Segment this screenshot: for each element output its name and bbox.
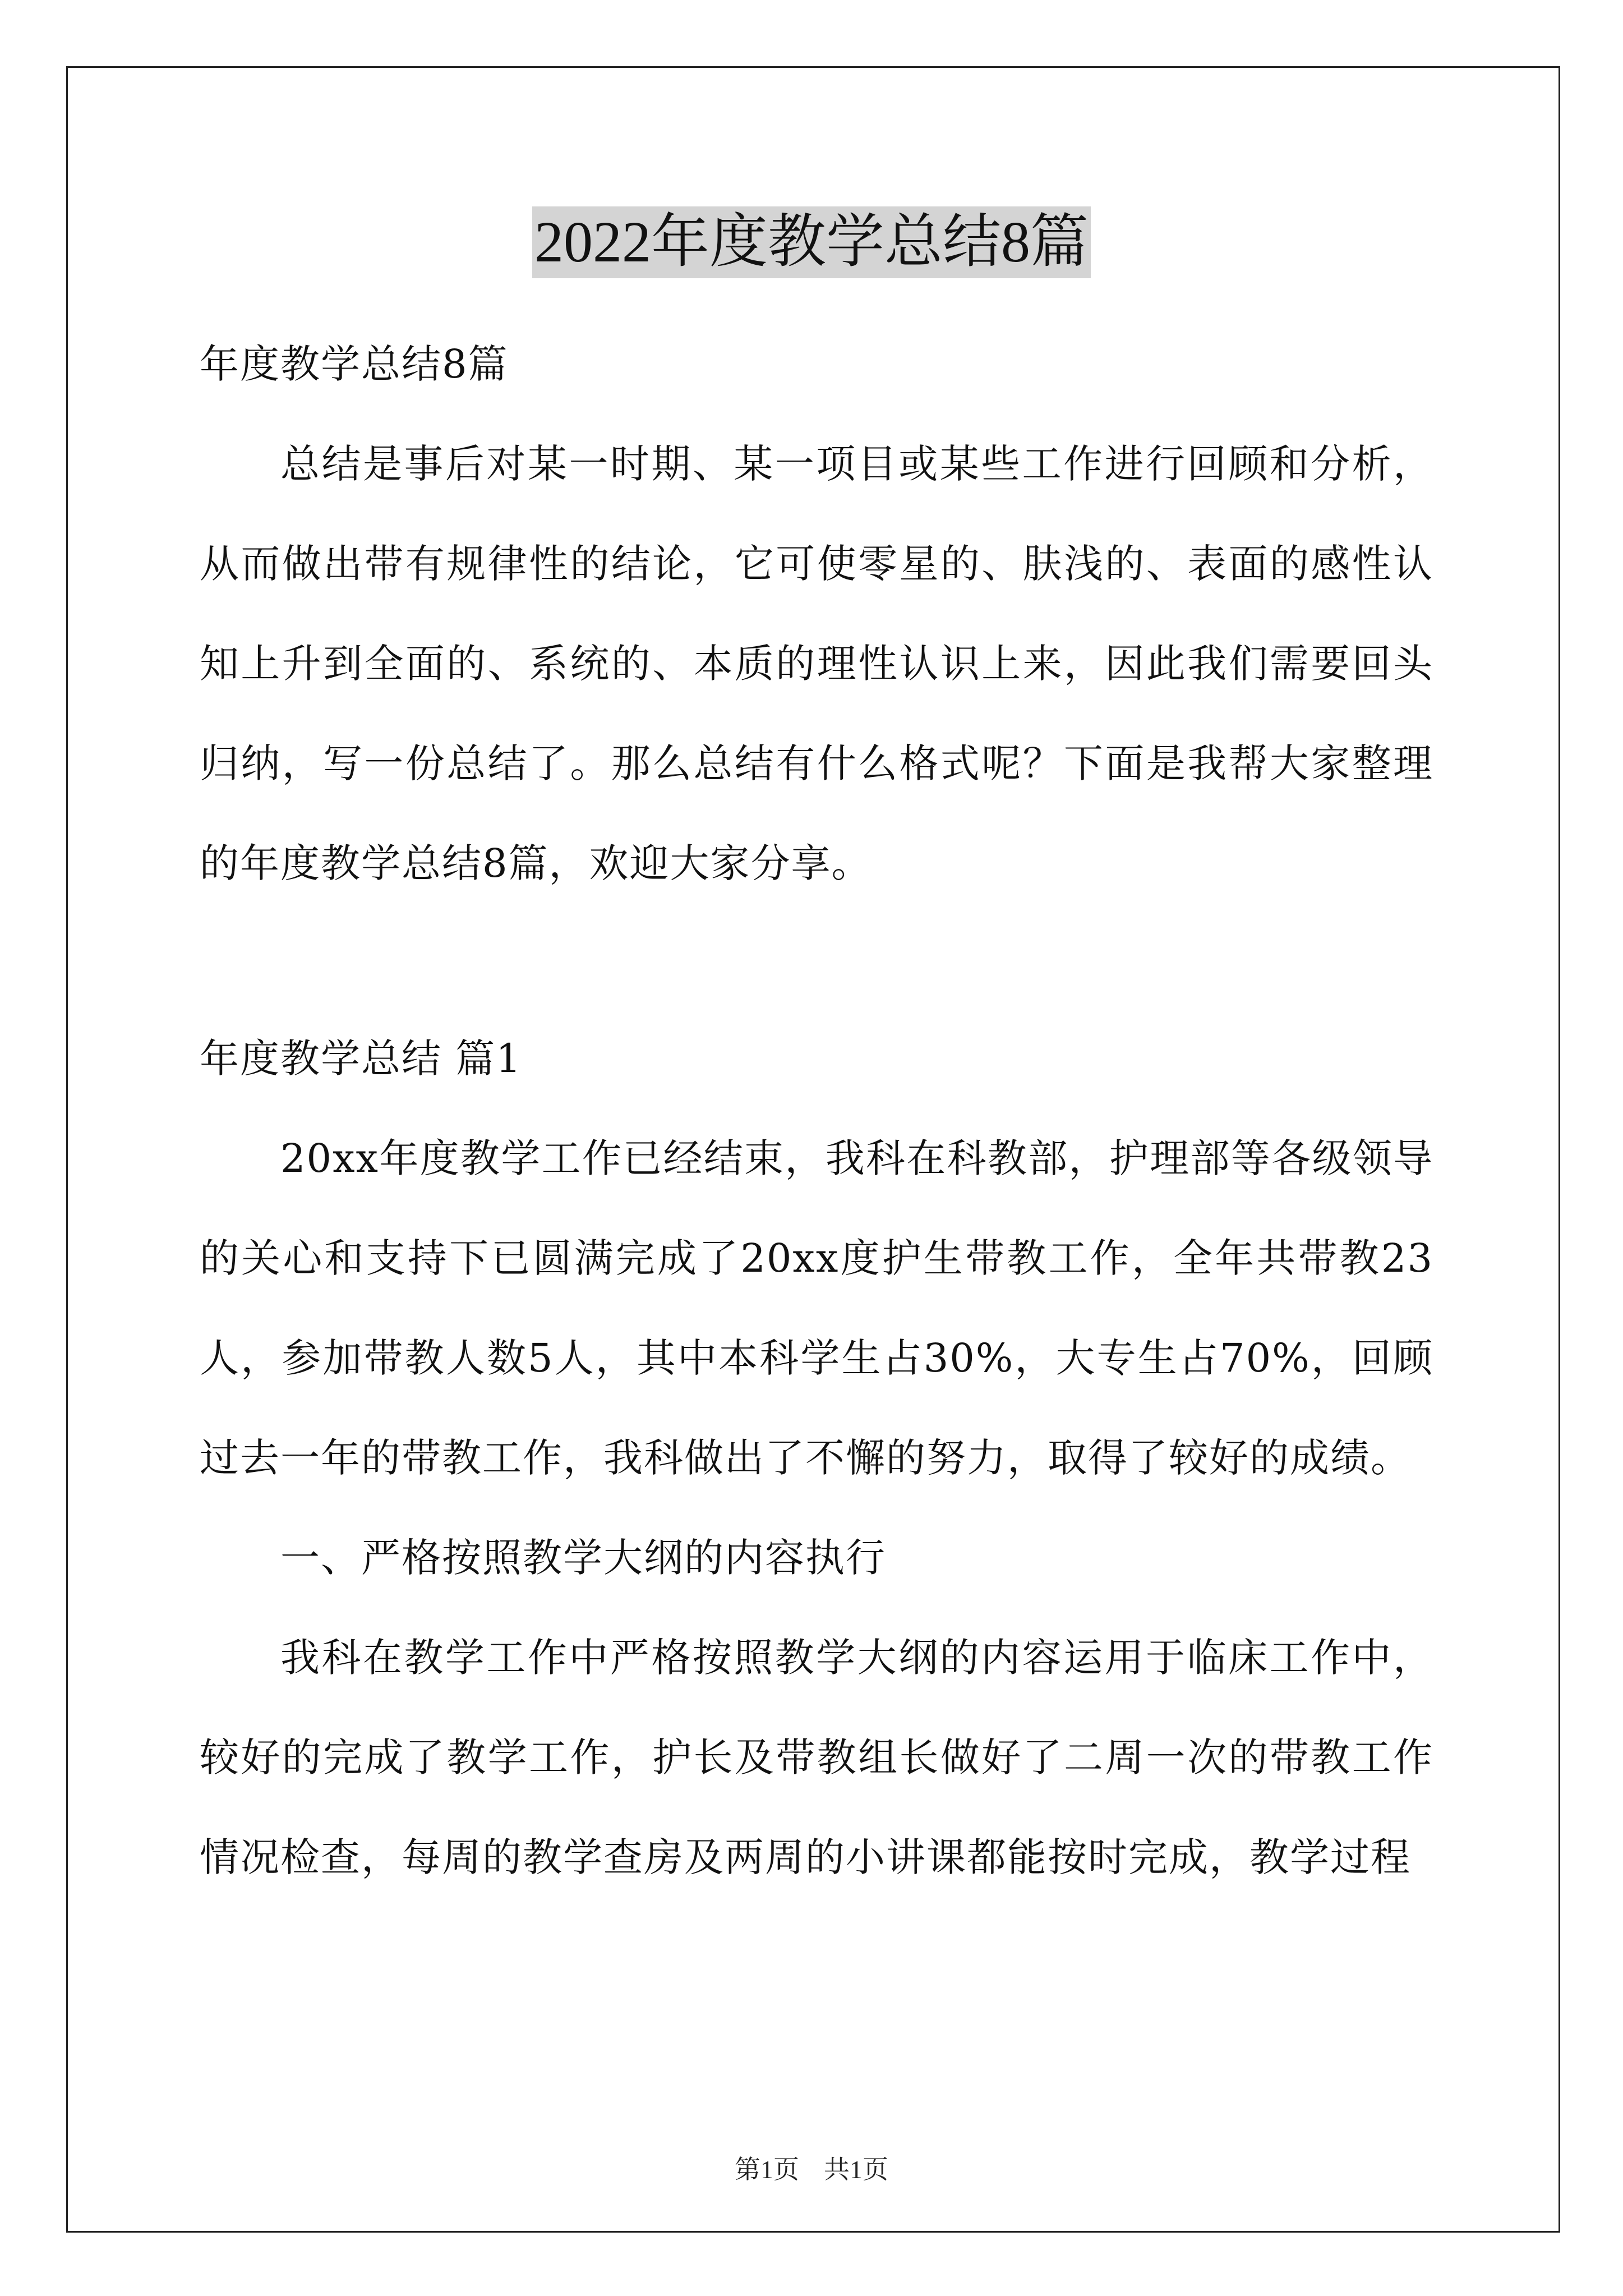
section-point-1: 一、严格按照教学大纲的内容执行 [280, 1535, 886, 1581]
page-footer [0, 2153, 1623, 2187]
section-paragraph-1: 20xx年度教学工作已经结束，我科在科教部，护理部等各级领导的关心和支持下已圆满完成了20xx度护生带教工作，全年共带教23人，参加带教人数5人，其中本科学生占30%，大专生占70%，回顾过去一年的带教工作，我科做出了不懈的努力，取得了较好的成绩。 [200, 1135, 1433, 1481]
section-heading: 年度教学总结 篇1 [200, 1036, 522, 1082]
document-subtitle: 年度教学总结8篇 [200, 341, 509, 387]
section-gap [200, 913, 1433, 1009]
page-total: 共1页 [824, 2155, 888, 2184]
document-body [200, 314, 1433, 1907]
intro-paragraph: 总结是事后对某一时期、某一项目或某些工作进行回顾和分析，从而做出带有规律性的结论，它可使零星的、肤浅的、表面的感性认知上升到全面的、系统的、本质的理性认识上来，因此我们需要回头归纳，写一份总结了。那么总结有什么格式呢？下面是我帮大家整理的年度教学总结8篇，欢迎大家分享。 [200, 441, 1433, 886]
page-number: 第1页 [735, 2155, 799, 2184]
title-wrap [0, 206, 1623, 278]
section-paragraph-2: 我科在教学工作中严格按照教学大纲的内容运用于临床工作中，较好的完成了教学工作，护长及带教组长做好了二周一次的带教工作情况检查，每周的教学查房及两周的小讲课都能按时完成，教学过程 [200, 1635, 1433, 1880]
document-title: 2022年度教学总结8篇 [532, 206, 1091, 278]
